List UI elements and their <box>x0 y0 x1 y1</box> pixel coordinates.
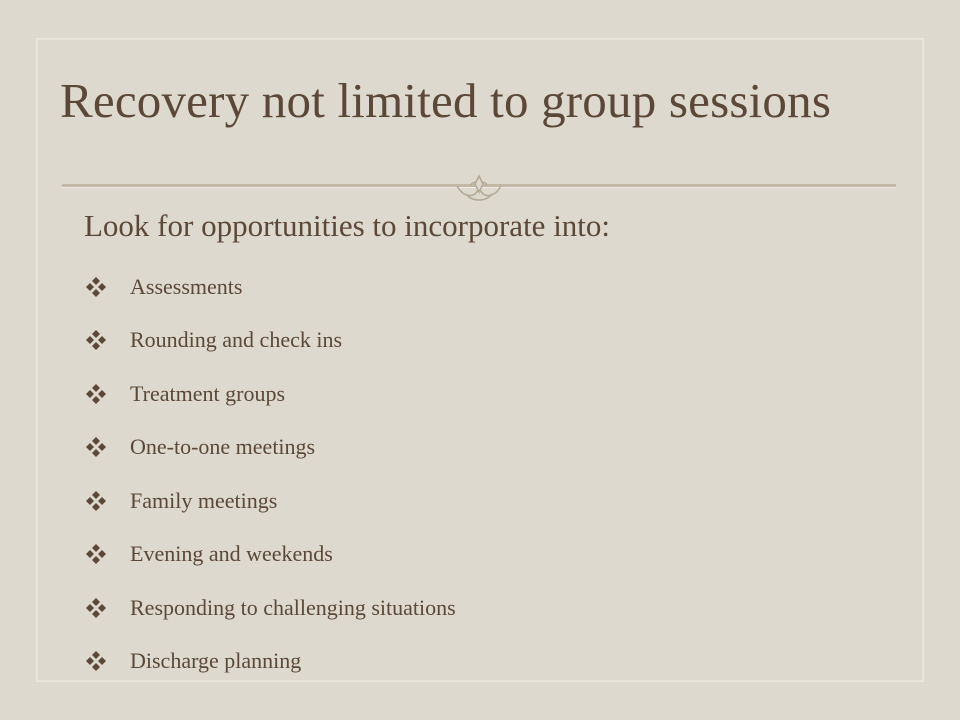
list-item <box>84 644 884 678</box>
four-diamond-bullet-icon <box>85 383 107 405</box>
four-diamond-bullet-icon <box>85 597 107 619</box>
list-item-label: Family meetings <box>130 488 278 513</box>
slide-frame <box>36 38 924 682</box>
slide-title: Recovery not limited to group sessions <box>60 73 832 128</box>
ornamental-divider <box>62 170 896 210</box>
list-item <box>84 591 884 625</box>
four-diamond-bullet-icon <box>85 650 107 672</box>
list-heading: Look for opportunities to incorporate into: <box>84 208 611 243</box>
list-item-label: Discharge planning <box>130 648 302 673</box>
list-item-label: Treatment groups <box>130 381 286 406</box>
four-diamond-bullet-icon <box>85 436 107 458</box>
four-diamond-bullet-icon <box>85 543 107 565</box>
list-item-label: One-to-one meetings <box>130 434 316 459</box>
list-item-label: Assessments <box>130 274 243 299</box>
four-diamond-bullet-icon <box>85 276 107 298</box>
list-item <box>84 484 884 518</box>
list-item <box>84 323 884 357</box>
list-item <box>84 537 884 571</box>
list-item <box>84 377 884 411</box>
four-diamond-bullet-icon <box>85 490 107 512</box>
list-item-label: Evening and weekends <box>130 541 333 566</box>
list-item <box>84 430 884 464</box>
list-item-label: Rounding and check ins <box>130 327 343 352</box>
list-item <box>84 270 884 304</box>
list-item-label: Responding to challenging situations <box>130 595 456 620</box>
four-diamond-bullet-icon <box>85 329 107 351</box>
